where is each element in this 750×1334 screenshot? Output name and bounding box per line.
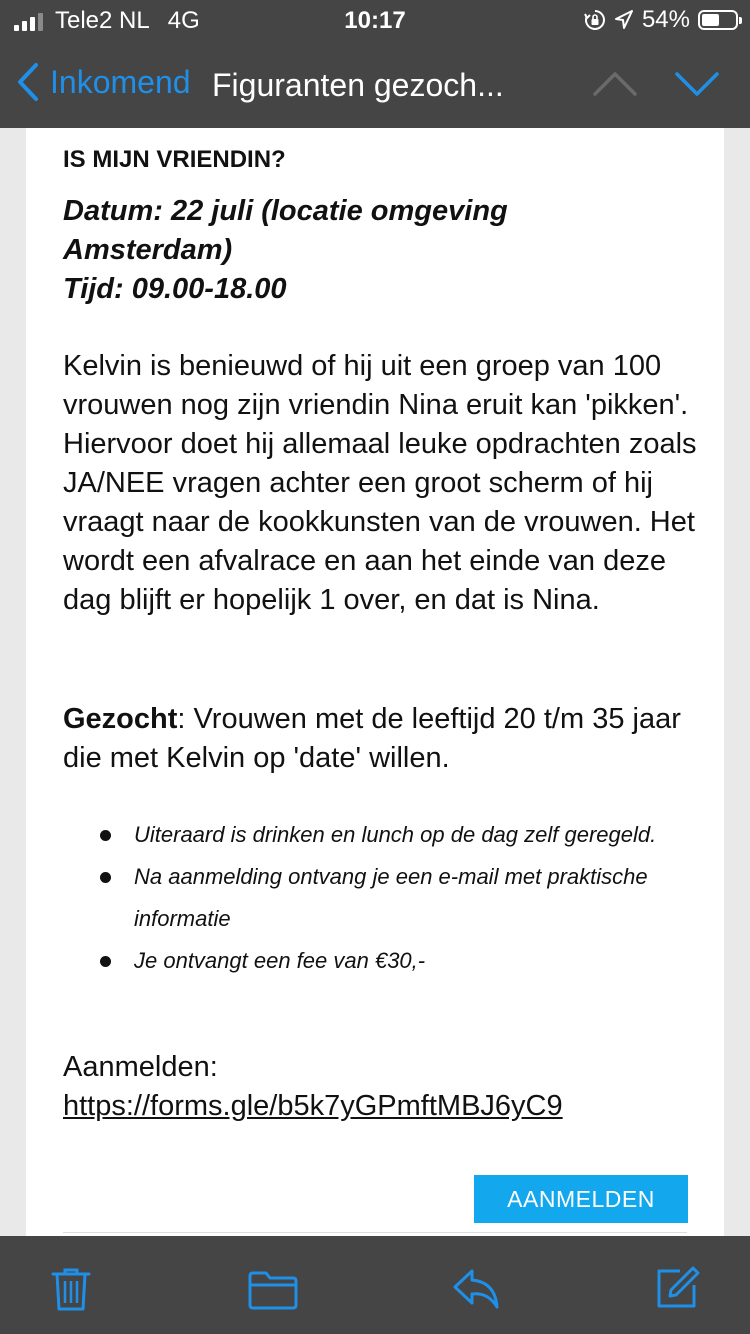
bottom-toolbar — [0, 1236, 750, 1334]
carrier-name: Tele2 NL — [55, 7, 150, 34]
status-bar — [0, 0, 750, 40]
status-right — [584, 6, 738, 34]
previous-message-button[interactable] — [592, 70, 638, 98]
bullet-icon — [100, 956, 111, 967]
message-title: Figuranten gezoch... — [212, 67, 504, 103]
list-item: Na aanmelding ontvang je een e-mail met praktische informatie — [63, 856, 703, 940]
trash-icon[interactable] — [50, 1266, 92, 1312]
folder-icon[interactable] — [248, 1270, 298, 1310]
divider — [63, 1232, 687, 1233]
info-list — [63, 814, 703, 982]
event-time: Tijd: 09.00-18.00 — [63, 273, 287, 305]
list-item: Uiteraard is drinken en lunch op de dag zelf geregeld. — [63, 814, 703, 856]
navigation-bar — [0, 40, 750, 128]
next-message-button[interactable] — [674, 70, 720, 98]
bullet-icon — [100, 830, 111, 841]
reply-icon[interactable] — [452, 1268, 500, 1310]
chevron-left-icon — [16, 62, 40, 102]
email-paragraph: Kelvin is benieuwd of hij uit een groep van 100 vrouwen nog zijn vriendin Nina eruit kan 'pikken'. Hiervoor doet hij allemaal leuke opdrachten zoals JA/NEE vragen achter een groot scherm of hij vraagt naar de kookkunsten van de vrouwen. Het wordt een afvalrace en aan het einde van deze dag blijft er hopelijk 1 over, en dat is Nina. — [63, 350, 697, 616]
location-arrow-icon — [614, 9, 634, 31]
wanted-paragraph — [63, 700, 703, 778]
signup-label: Aanmelden: — [63, 1051, 218, 1083]
orientation-lock-icon — [584, 9, 606, 31]
bullet-icon — [100, 872, 111, 883]
signup-link[interactable]: https://forms.gle/b5k7yGPmftMBJ6yC9 — [63, 1090, 563, 1122]
signup-button[interactable]: AANMELDEN — [474, 1175, 688, 1223]
battery-icon — [698, 10, 738, 30]
wanted-text: : Vrouwen met de leeftijd 20 t/m 35 jaar die met Kelvin op 'date' willen. — [63, 703, 681, 774]
back-button[interactable] — [16, 62, 191, 102]
wanted-label: Gezocht — [63, 703, 178, 735]
event-details — [63, 192, 683, 309]
battery-percentage: 54% — [641, 6, 690, 33]
signup-line — [63, 1048, 703, 1126]
network-type: 4G — [167, 7, 200, 34]
clock: 10:17 — [344, 7, 406, 34]
email-heading: IS MIJN VRIENDIN? — [63, 146, 286, 173]
email-body — [26, 128, 724, 1236]
compose-icon[interactable] — [654, 1264, 700, 1310]
list-item: Je ontvangt een fee van €30,- — [63, 940, 703, 982]
back-label: Inkomend — [50, 63, 191, 100]
event-date: Datum: 22 juli (locatie omgeving Amsterdam) — [63, 195, 508, 266]
